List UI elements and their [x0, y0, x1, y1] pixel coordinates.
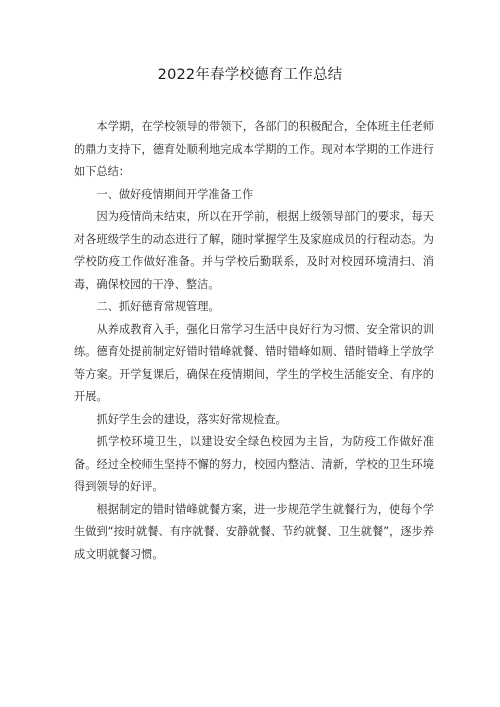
- section-2-paragraph-2: 抓好学生会的建设，落实好常规检查。: [96, 412, 287, 426]
- section-heading-1: 一、做好疫情期间开学准备工作: [96, 187, 254, 201]
- document-title: 2022年春学校德育工作总结: [157, 67, 343, 83]
- section-1-paragraph: 因为疫情尚未结束，所以在开学前，根据上级领导部门的要求，每天对各班级学生的动态进行了解，随时掌握学生及家庭成员的行程动态。为学校防疫工作做好准备。并与学校后勤联系，及时对校园环境清扫、消毒，确保校园的干净、整洁。: [74, 210, 434, 291]
- section-2-paragraph-4: 根据制定的错时错峰就餐方案，进一步规范学生就餐行为，使每个学生做到“按时就餐、有序就餐、安静就餐、节约就餐、卫生就餐”，逐步养成文明就餐习惯。: [74, 502, 434, 561]
- document-body: [74, 116, 434, 566]
- intro-paragraph: 本学期，在学校领导的带领下，各部门的积极配合，全体班主任老师的鼎力支持下，德育处顺利地完成本学期的工作。现对本学期的工作进行如下总结：: [74, 120, 434, 178]
- section-2-paragraph-1: 从养成教育入手，强化日常学习生活中良好行为习惯、安全常识的训练。德育处提前制定好错时错峰就餐、错时错峰如厕、错时错峰上学放学等方案。开学复课后，确保在疫情期间，学生的学校生活能安全、有序的开展。: [74, 322, 434, 403]
- section-2-paragraph-3: 抓学校环境卫生，以建设安全绿色校园为主旨，为防疫工作做好准备。经过全校师生坚持不懈的努力，校园内整洁、清新，学校的卫生环境得到领导的好评。: [74, 435, 434, 493]
- section-heading-2: 二、抓好德育常规管理。: [96, 300, 220, 313]
